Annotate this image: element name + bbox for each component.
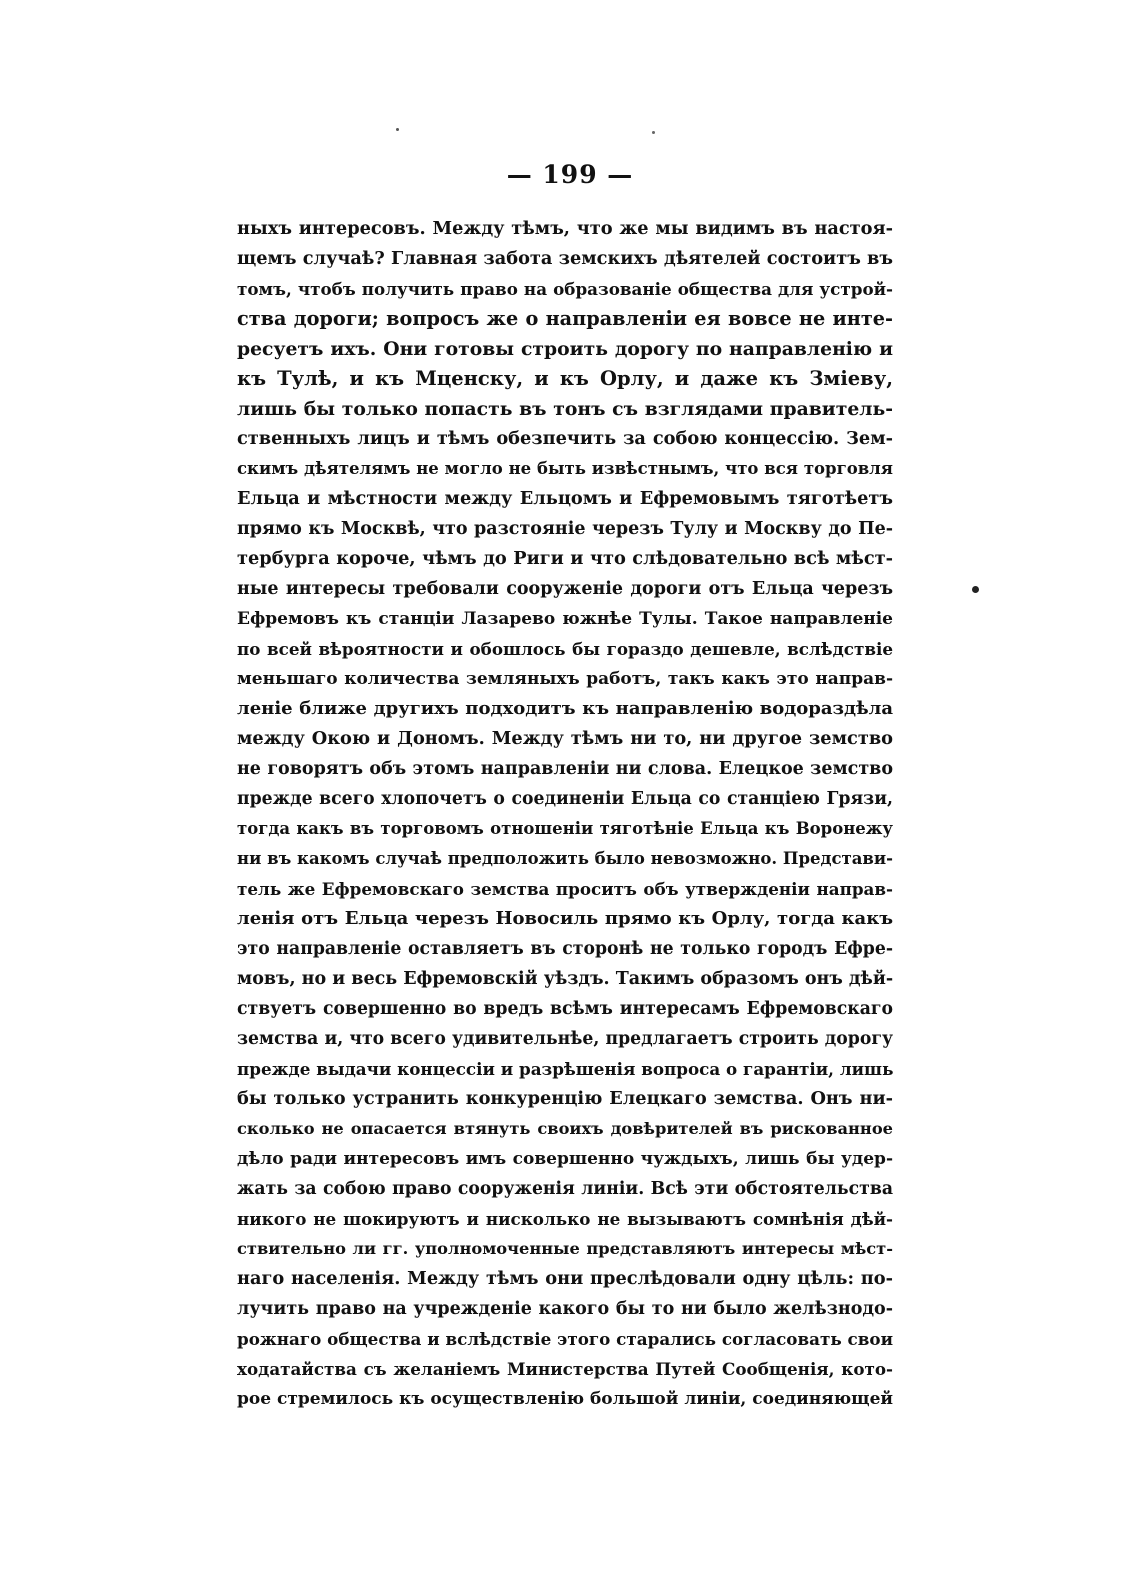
text-line: ленія отъ Ельца черезъ Новосиль прямо къ Орлу, тогда какъ <box>237 908 893 929</box>
text-line: скимъ дѣятелямъ не могло не быть извѣстнымъ, что вся торговля <box>237 459 893 478</box>
text-line: Ефремовъ къ станціи Лазарево южнѣе Тулы. Такое направленіе <box>237 609 893 629</box>
text-line: лишь бы только попасть въ тонъ съ взглядами правитель- <box>237 398 893 420</box>
text-line: никого не шокируютъ и нисколько не вызываютъ сомнѣнія дѣй- <box>237 1209 893 1229</box>
page-number: — 199 — <box>506 160 634 189</box>
text-line: ствительно ли гг. уполномоченные представляютъ интересы мѣст- <box>237 1239 893 1258</box>
text-line: меньшаго количества земляныхъ работъ, такъ какъ это направ- <box>237 669 893 689</box>
text-line: рое стремилось къ осуществленію большой линіи, соединяющей <box>237 1389 893 1409</box>
text-line: жать за собою право сооруженія линіи. Всѣ эти обстоятельства <box>237 1179 893 1199</box>
text-line: мовъ, но и весь Ефремовскій уѣздъ. Такимъ образомъ онъ дѣй- <box>237 969 894 989</box>
text-line: ни въ какомъ случаѣ предположить было невозможно. Представи- <box>237 849 893 868</box>
text-line: сколько не опасается втянуть своихъ довѣрителей въ рискованное <box>237 1119 893 1138</box>
text-line: прежде всего хлопочетъ о соединеніи Ельца со станціею Грязи, <box>237 789 893 809</box>
text-line: ствуетъ совершенно во вредъ всѣмъ интересамъ Ефремовскаго <box>237 999 893 1019</box>
text-line: къ Тулѣ, и къ Мценску, и къ Орлу, и даже къ Зміеву, <box>237 367 893 390</box>
text-line: ства дороги; вопросъ же о направленіи ея вовсе не инте- <box>237 307 893 330</box>
text-line: томъ, чтобъ получить право на образованіе общества для устрой- <box>237 279 893 299</box>
text-line: ныхъ интересовъ. Между тѣмъ, что же мы видимъ въ настоя- <box>237 218 893 239</box>
text-line: наго населенія. Между тѣмъ они преслѣдовали одну цѣль: по- <box>237 1268 893 1289</box>
ink-speck <box>396 128 399 131</box>
text-line: тогда какъ въ торговомъ отношеніи тяготѣніе Ельца къ Воронежу <box>237 819 893 838</box>
text-line: это направленіе оставляетъ въ сторонѣ не только городъ Ефре- <box>237 939 893 959</box>
text-line: прежде выдачи концессіи и разрѣшенія вопроса о гарантіи, лишь <box>237 1059 894 1079</box>
text-line: тель же Ефремовскаго земства проситъ объ утвержденіи направ- <box>237 879 893 899</box>
body-text <box>237 214 893 1414</box>
text-line: щемъ случаѣ? Главная забота земскихъ дѣятелей состоитъ въ <box>237 248 893 269</box>
text-line: ходатайства съ желаніемъ Министерства Путей Сообщенія, кото- <box>237 1359 893 1379</box>
text-line: тербурга короче, чѣмъ до Риги и что слѣдовательно всѣ мѣст- <box>237 548 893 569</box>
text-line: рожнаго общества и вслѣдствіе этого старались согласовать свои <box>237 1329 893 1349</box>
text-line: ные интересы требовали сооруженіе дороги отъ Ельца черезъ <box>237 579 893 599</box>
text-line: прямо къ Москвѣ, что разстояніе черезъ Тулу и Москву до Пе- <box>237 519 893 539</box>
text-line: по всей вѣроятности и обошлось бы гораздо дешевле, вслѣдствіе <box>237 639 893 659</box>
text-line: леніе ближе другихъ подходитъ къ направленію водораздѣла <box>237 698 893 719</box>
text-line: дѣло ради интересовъ имъ совершенно чуждыхъ, лишь бы удер- <box>237 1149 893 1169</box>
text-line: Ельца и мѣстности между Ельцомъ и Ефремовымъ тяготѣетъ <box>237 488 893 509</box>
ink-speck <box>652 131 655 134</box>
text-line: ресуетъ ихъ. Они готовы строить дорогу по направленію и <box>237 338 893 360</box>
text-line: лучить право на учрежденіе какого бы то ни было желѣзнодо- <box>237 1299 893 1319</box>
text-line: бы только устранить конкуренцію Елецкаго земства. Онъ ни- <box>237 1088 893 1109</box>
text-line: не говорятъ объ этомъ направленіи ни слова. Елецкое земство <box>237 759 893 779</box>
text-line: ственныхъ лицъ и тѣмъ обезпечить за собою концессію. Зем- <box>237 428 893 449</box>
ink-speck <box>972 586 979 593</box>
text-line: между Окою и Дономъ. Между тѣмъ ни то, ни другое земство <box>237 728 893 749</box>
text-line: земства и, что всего удивительнѣе, предлагаетъ строить дорогу <box>237 1029 893 1049</box>
